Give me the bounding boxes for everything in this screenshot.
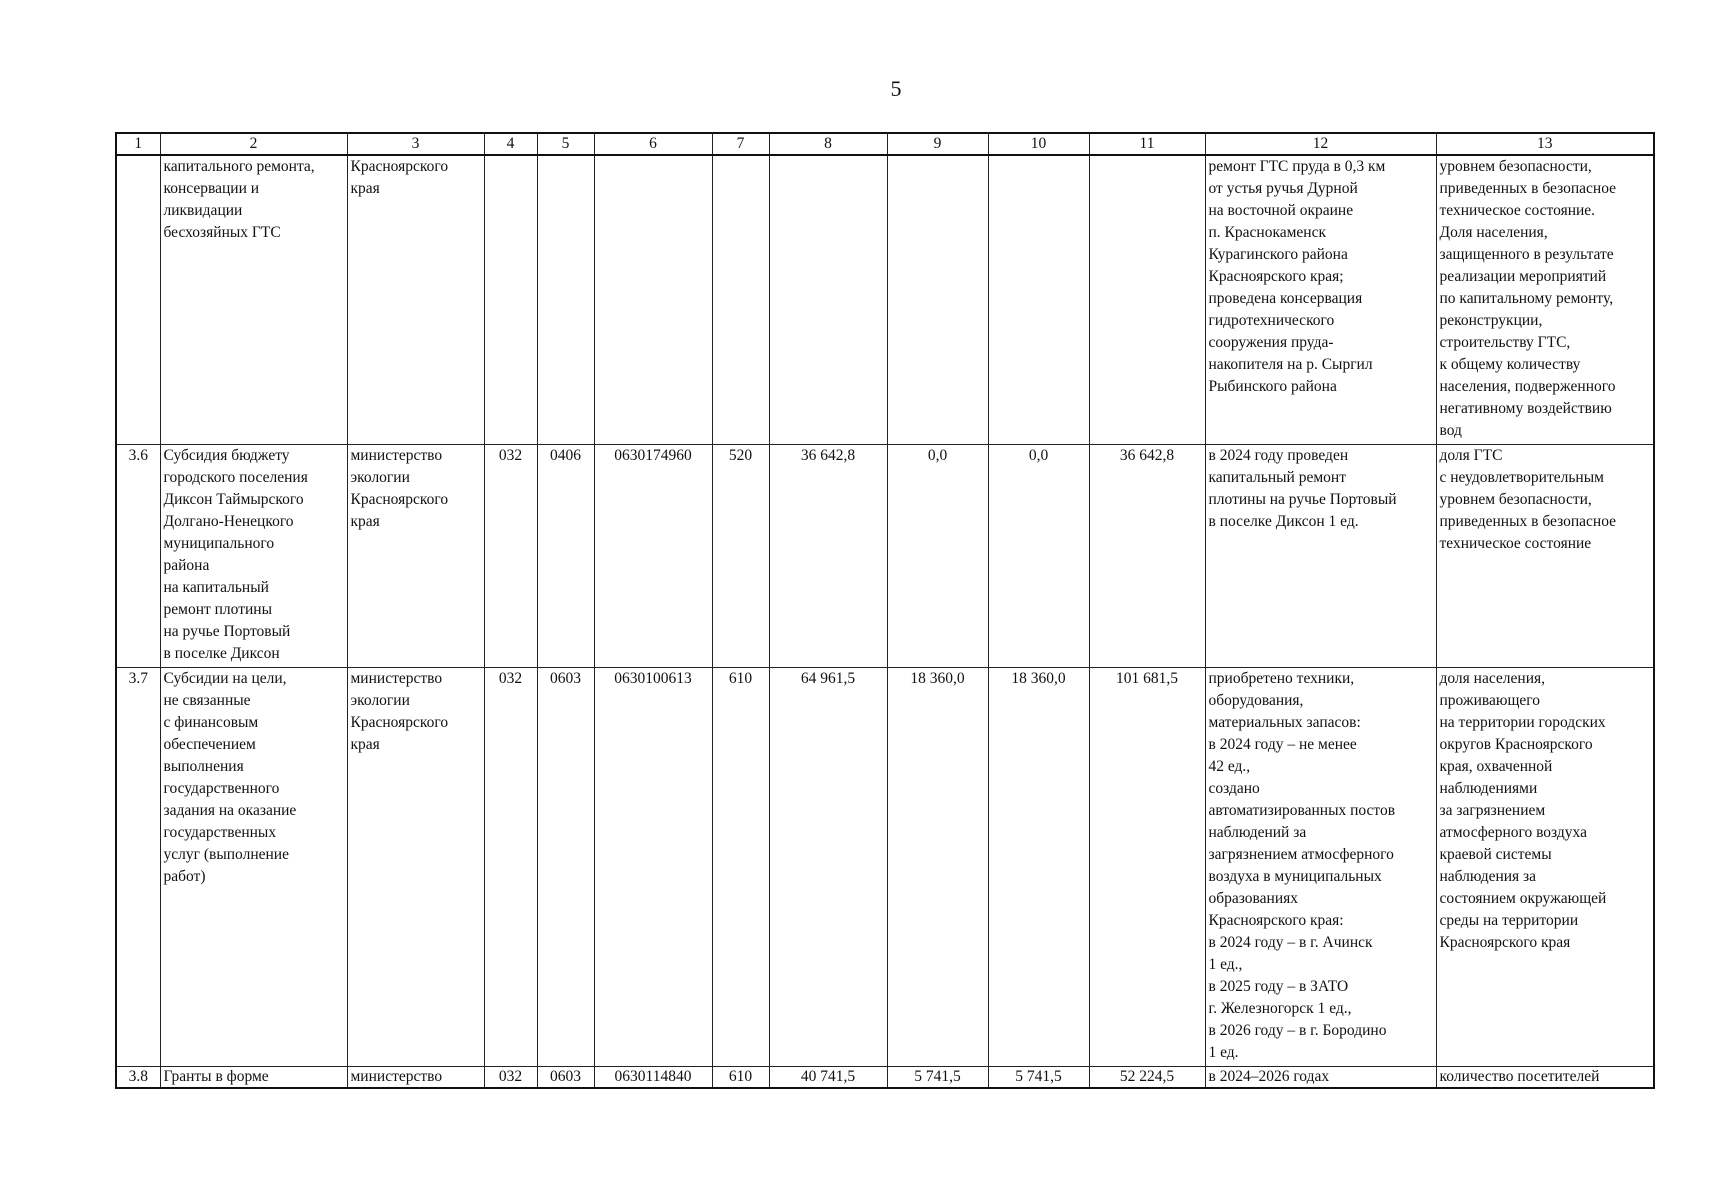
cell-result: ремонт ГТС пруда в 0,3 км от устья ручья Дурной на восточной окраине п. Краснокаменск Курагинского района Красноярского края; проведена консервация гидротехнического сооружения пруда- накопителя на р. Сыргил Рыбинского района [1205,155,1436,445]
cell-result: в 2024–2026 годах [1205,1067,1436,1089]
cell-rzpr [537,155,594,445]
cell-2026: 18 360,0 [988,668,1089,1067]
cell-total: 101 681,5 [1089,668,1205,1067]
cell-total: 52 224,5 [1089,1067,1205,1089]
cell-total: 36 642,8 [1089,445,1205,668]
cell-2026 [988,155,1089,445]
cell-name: Гранты в форме [160,1067,347,1089]
column-header: 8 [769,133,887,155]
cell-name: капитального ремонта, консервации и ликвидации бесхозяйных ГТС [160,155,347,445]
cell-2025 [887,155,988,445]
cell-csr [594,155,712,445]
cell-2024: 64 961,5 [769,668,887,1067]
cell-2024: 40 741,5 [769,1067,887,1089]
cell-rzpr: 0603 [537,668,594,1067]
cell-name: Субсидии на цели, не связанные с финансовым обеспечением выполнения государственного задания на оказание государственных услуг (выполнение работ) [160,668,347,1067]
cell-grbs: 032 [484,1067,537,1089]
cell-indicator: уровнем безопасности, приведенных в безопасное техническое состояние. Доля населения, защищенного в результате реализации мероприятий по капитальному ремонту, реконструкции, строительству ГТС, к общему количеству населения, подверженного негативному воздействию вод [1436,155,1654,445]
cell-indicator: доля населения, проживающего на территории городских округов Красноярского края, охваченной наблюдениями за загрязнением атмосферного воздуха краевой системы наблюдения за состоянием окружающей среды на территории Красноярского края [1436,668,1654,1067]
cell-2024: 36 642,8 [769,445,887,668]
cell-agency: министерство [347,1067,484,1089]
cell-agency: Красноярского края [347,155,484,445]
cell-indicator: количество посетителей [1436,1067,1654,1089]
column-header: 6 [594,133,712,155]
header-row [116,133,1654,155]
column-header: 12 [1205,133,1436,155]
cell-vr: 520 [712,445,769,668]
cell-vr [712,155,769,445]
table-row [116,155,1654,445]
column-header: 2 [160,133,347,155]
cell-indicator: доля ГТС с неудовлетворительным уровнем безопасности, приведенных в безопасное техническое состояние [1436,445,1654,668]
cell-agency: министерство экологии Красноярского края [347,668,484,1067]
column-header: 11 [1089,133,1205,155]
table-row [116,445,1654,668]
cell-grbs: 032 [484,668,537,1067]
cell-2025: 0,0 [887,445,988,668]
column-header: 7 [712,133,769,155]
column-header: 1 [116,133,160,155]
cell-grbs [484,155,537,445]
cell-result: приобретено техники, оборудования, материальных запасов: в 2024 году – не менее 42 ед., создано автоматизированных постов наблюдений за загрязнением атмосферного воздуха в муниципальных образованиях Красноярского края: в 2024 году – в г. Ачинск 1 ед., в 2025 году – в ЗАТО г. Железногорск 1 ед., в 2026 году – в г. Бородино 1 ед. [1205,668,1436,1067]
cell-rzpr: 0603 [537,1067,594,1089]
cell-2024 [769,155,887,445]
table-row [116,1067,1654,1089]
cell-vr: 610 [712,1067,769,1089]
cell-num: 3.8 [116,1067,160,1089]
cell-vr: 610 [712,668,769,1067]
column-header: 3 [347,133,484,155]
cell-2025: 5 741,5 [887,1067,988,1089]
cell-result: в 2024 году проведен капитальный ремонт плотины на ручье Портовый в поселке Диксон 1 ед. [1205,445,1436,668]
cell-2025: 18 360,0 [887,668,988,1067]
column-header: 5 [537,133,594,155]
cell-2026: 5 741,5 [988,1067,1089,1089]
cell-2026: 0,0 [988,445,1089,668]
main-table [115,132,1655,1089]
cell-num [116,155,160,445]
cell-agency: министерство экологии Красноярского края [347,445,484,668]
cell-num: 3.7 [116,668,160,1067]
page-number: 5 [890,76,902,101]
cell-csr: 0630174960 [594,445,712,668]
cell-grbs: 032 [484,445,537,668]
cell-csr: 0630100613 [594,668,712,1067]
cell-csr: 0630114840 [594,1067,712,1089]
column-header: 4 [484,133,537,155]
column-header: 10 [988,133,1089,155]
cell-num: 3.6 [116,445,160,668]
cell-rzpr: 0406 [537,445,594,668]
cell-name: Субсидия бюджету городского поселения Диксон Таймырского Долгано-Ненецкого муниципального района на капитальный ремонт плотины на ручье Портовый в поселке Диксон [160,445,347,668]
cell-total [1089,155,1205,445]
table-row [116,668,1654,1067]
column-header: 9 [887,133,988,155]
column-header: 13 [1436,133,1654,155]
